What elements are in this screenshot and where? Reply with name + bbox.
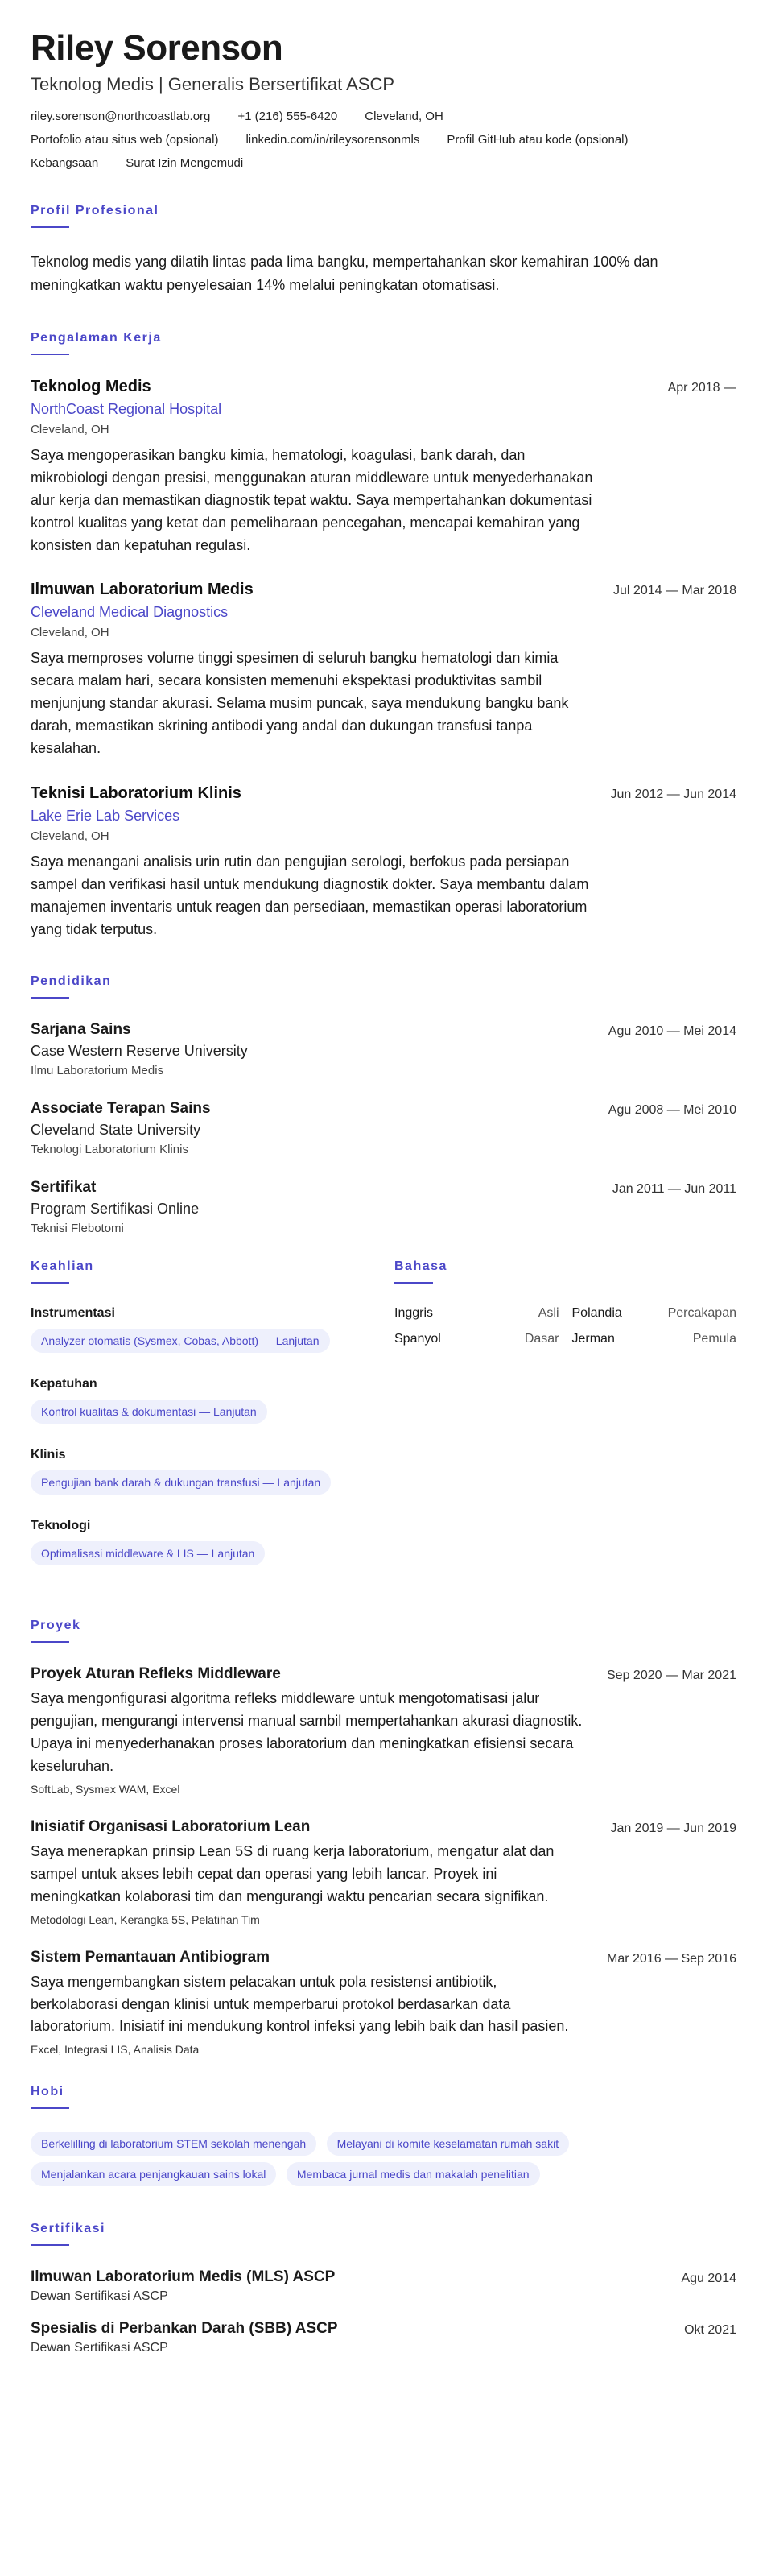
skill-category: Teknologi (31, 1519, 91, 1533)
contact-phone[interactable]: +1 (216) 555-6420 (237, 110, 338, 124)
certifications-section (31, 2222, 736, 2355)
languages-column (394, 1259, 736, 1590)
skill-category: Instrumentasi (31, 1306, 115, 1321)
language-level: Asli (538, 1306, 559, 1321)
language-item (572, 1332, 737, 1346)
section-divider (31, 226, 69, 228)
language-name: Spanyol (394, 1332, 441, 1346)
section-title: Sertifikasi (31, 2222, 105, 2236)
language-level: Percakapan (667, 1306, 736, 1321)
project-entry (31, 1665, 736, 1796)
education-dates: Agu 2008 — Mei 2010 (608, 1103, 736, 1118)
field-of-study: Teknologi Laboratorium Klinis (31, 1143, 188, 1157)
experience-section (31, 331, 736, 941)
section-divider (31, 354, 69, 355)
language-name: Jerman (571, 1332, 615, 1346)
job-location: Cleveland, OH (31, 422, 109, 436)
section-title: Proyek (31, 1619, 81, 1633)
skill-pill: Optimalisasi middleware & LIS — Lanjutan (31, 1541, 265, 1565)
project-description: Saya menerapkan prinsip Lean 5S di ruang kerja laboratorium, mengatur alat dan sampel untuk akses lebih cepat dan operasi yang lebih lancar. Proyek ini meningkatkan kolaborasi tim dan mengurangi waktu pencarian secara signifikan. (31, 1843, 555, 1904)
language-list (394, 1306, 736, 1346)
language-level: Pemula (692, 1332, 736, 1346)
contact-extra (31, 156, 736, 170)
certification-title: Ilmuwan Laboratorium Medis (MLS) ASCP (31, 2268, 336, 2286)
skill-pill: Analyzer otomatis (Sysmex, Cobas, Abbott) — Lanjutan (31, 1329, 330, 1353)
school: Program Sertifikasi Online (31, 1201, 200, 1218)
field-of-study: Teknisi Flebotomi (31, 1222, 124, 1236)
job-dates: Jun 2012 — Jun 2014 (610, 787, 736, 801)
project-entry (31, 1949, 736, 2057)
project-description: Saya mengonfigurasi algoritma refleks middleware untuk mengotomatisasi jalur pengujian, mengurangi intervensi manual sambil mempertahankan akurasi diagnostik. Upaya ini menyederhanakan proses laboratorium dan meningkatkan efisiensi secara keseluruhan. (31, 1690, 583, 1775)
job-title: Ilmuwan Laboratorium Medis (31, 581, 254, 599)
job-location: Cleveland, OH (31, 626, 109, 640)
employer: Lake Erie Lab Services (31, 807, 180, 824)
project-tools: Excel, Integrasi LIS, Analisis Data (31, 2043, 200, 2057)
certification-issuer: Dewan Sertifikasi ASCP (31, 2341, 168, 2355)
skill-group (31, 1519, 369, 1572)
project-dates: Sep 2020 — Mar 2021 (607, 1668, 736, 1683)
skills-column (31, 1259, 369, 1590)
section-divider (31, 2107, 69, 2109)
hobby-pill: Membaca jurnal medis dan makalah penelitian (287, 2162, 540, 2186)
contact-portfolio[interactable]: Portofolio atau situs web (opsional) (31, 133, 219, 147)
project-entry (31, 1818, 736, 1926)
project-description: Saya mengembangkan sistem pelacakan untuk pola resistensi antibiotik, berkolaborasi dengan klinisi untuk memperbarui protokol berdasarkan data laboratorium. Inisiatif ini mendukung kontrol infeksi yang lebih baik dan hasil pasien. (31, 1973, 569, 2035)
language-item (572, 1306, 737, 1321)
employer: NorthCoast Regional Hospital (31, 400, 222, 417)
school: Case Western Reserve University (31, 1043, 248, 1060)
project-tools: SoftLab, Sysmex WAM, Excel (31, 1783, 180, 1797)
job-location: Cleveland, OH (31, 829, 109, 843)
certification-date: Okt 2021 (684, 2323, 736, 2338)
contact-linkedin[interactable]: linkedin.com/in/rileysorensonmls (245, 133, 420, 147)
contact-email[interactable]: riley.sorenson@northcoastlab.org (31, 110, 211, 124)
language-name: Polandia (571, 1306, 622, 1321)
projects-section (31, 1619, 736, 2056)
section-divider (31, 1641, 69, 1643)
education-entry (31, 1100, 736, 1156)
job-dates: Apr 2018 — (667, 380, 736, 395)
skill-category: Klinis (31, 1448, 66, 1462)
hobbies-section (31, 2085, 736, 2193)
section-title: Keahlian (31, 1259, 94, 1274)
language-item (394, 1306, 559, 1321)
contact-nationality: Kebangsaan (31, 156, 99, 171)
section-title: Pengalaman Kerja (31, 330, 162, 345)
job-description: Saya mengoperasikan bangku kimia, hematologi, koagulasi, bank darah, dan mikrobiologi dengan presisi, menggunakan aturan middleware untuk menyederhanakan alur kerja dan memastikan diagnostik tepat waktu. Saya mempertahankan dokumentasi kontrol kualitas yang ketat dan pemeliharaan pencegahan, mencapai kemahiran yang konsisten dan kepatuhan regulasi. (31, 446, 593, 553)
section-divider (31, 997, 69, 999)
degree: Sertifikat (31, 1179, 97, 1197)
skill-category: Kepatuhan (31, 1377, 97, 1391)
contact-info (31, 110, 736, 123)
skill-group (31, 1448, 369, 1501)
experience-entry (31, 784, 736, 941)
language-level: Dasar (524, 1332, 559, 1346)
project-dates: Mar 2016 — Sep 2016 (607, 1951, 736, 1966)
job-description: Saya memproses volume tinggi spesimen di seluruh bangku hematologi dan kimia secara malam hari, secara konsisten memenuhi ekspektasi produktivitas sambil menjunjung standar akurasi. Selama musim puncak, saya mendukung bangku bank darah, memastikan skrining antibodi yang andal dan dukungan transfusi tanpa kesalahan. (31, 650, 569, 756)
hobby-pill: Melayani di komite keselamatan rumah sakit (327, 2132, 569, 2156)
certification-entry (31, 2320, 736, 2355)
skill-group (31, 1377, 369, 1430)
degree: Associate Terapan Sains (31, 1100, 211, 1118)
project-title: Sistem Pemantauan Antibiogram (31, 1948, 270, 1966)
skills-languages-section (31, 1259, 736, 1590)
project-dates: Jan 2019 — Jun 2019 (610, 1821, 736, 1836)
job-dates: Jul 2014 — Mar 2018 (613, 584, 736, 598)
profile-summary: Teknolog medis yang dilatih lintas pada lima bangku, mempertahankan skor kemahiran 100% dan meningkatkan waktu penyelesaian 14% melalui peningkatan otomatisasi. (31, 254, 658, 294)
education-entry (31, 1021, 736, 1077)
skill-group (31, 1306, 369, 1359)
section-divider (394, 1282, 433, 1284)
project-title: Proyek Aturan Refleks Middleware (31, 1665, 281, 1683)
section-title: Pendidikan (31, 974, 112, 989)
education-entry (31, 1179, 736, 1235)
education-dates: Agu 2010 — Mei 2014 (608, 1024, 736, 1039)
certification-date: Agu 2014 (681, 2272, 736, 2286)
degree: Sarjana Sains (31, 1021, 131, 1039)
certification-entry (31, 2268, 736, 2304)
education-section (31, 974, 736, 1235)
project-tools: Metodologi Lean, Kerangka 5S, Pelatihan Tim (31, 1912, 260, 1926)
contact-license: Surat Izin Mengemudi (126, 156, 244, 171)
profile-section (31, 204, 736, 297)
language-item (394, 1332, 559, 1346)
contact-links (31, 133, 736, 147)
section-title: Hobi (31, 2085, 64, 2099)
contact-location: Cleveland, OH (365, 110, 443, 124)
section-title: Profil Profesional (31, 204, 159, 218)
hobby-list (31, 2132, 736, 2193)
certification-title: Spesialis di Perbankan Darah (SBB) ASCP (31, 2320, 338, 2338)
job-title: Teknisi Laboratorium Klinis (31, 784, 241, 802)
hobby-pill: Menjalankan acara penjangkauan sains lokal (31, 2162, 276, 2186)
job-description: Saya menangani analisis urin rutin dan pengujian serologi, berfokus pada persiapan sampel dan verifikasi hasil untuk mendukung diagnostik dokter. Saya membantu dalam manajemen inventaris untuk reagen dan persediaan, memastikan operasi laboratorium yang tidak terputus. (31, 853, 589, 937)
candidate-subtitle: Teknolog Medis | Generalis Bersertifikat ASCP (31, 74, 395, 95)
experience-entry (31, 378, 736, 556)
resume-header (31, 29, 736, 170)
hobby-pill: Berkelilling di laboratorium STEM sekolah menengah (31, 2132, 316, 2156)
section-divider (31, 1282, 69, 1284)
education-dates: Jan 2011 — Jun 2011 (612, 1182, 736, 1197)
skill-pill: Pengujian bank darah & dukungan transfusi — Lanjutan (31, 1470, 331, 1495)
section-divider (31, 2244, 69, 2246)
certification-issuer: Dewan Sertifikasi ASCP (31, 2289, 168, 2304)
language-name: Inggris (394, 1306, 434, 1321)
candidate-name: Riley Sorenson (31, 28, 283, 68)
field-of-study: Ilmu Laboratorium Medis (31, 1064, 164, 1078)
project-title: Inisiatif Organisasi Laboratorium Lean (31, 1818, 311, 1836)
employer: Cleveland Medical Diagnostics (31, 604, 229, 621)
experience-entry (31, 581, 736, 759)
job-title: Teknolog Medis (31, 377, 151, 395)
contact-github[interactable]: Profil GitHub atau kode (opsional) (447, 133, 629, 147)
skill-pill: Kontrol kualitas & dokumentasi — Lanjutan (31, 1400, 267, 1424)
section-title: Bahasa (394, 1259, 447, 1274)
school: Cleveland State University (31, 1122, 201, 1139)
